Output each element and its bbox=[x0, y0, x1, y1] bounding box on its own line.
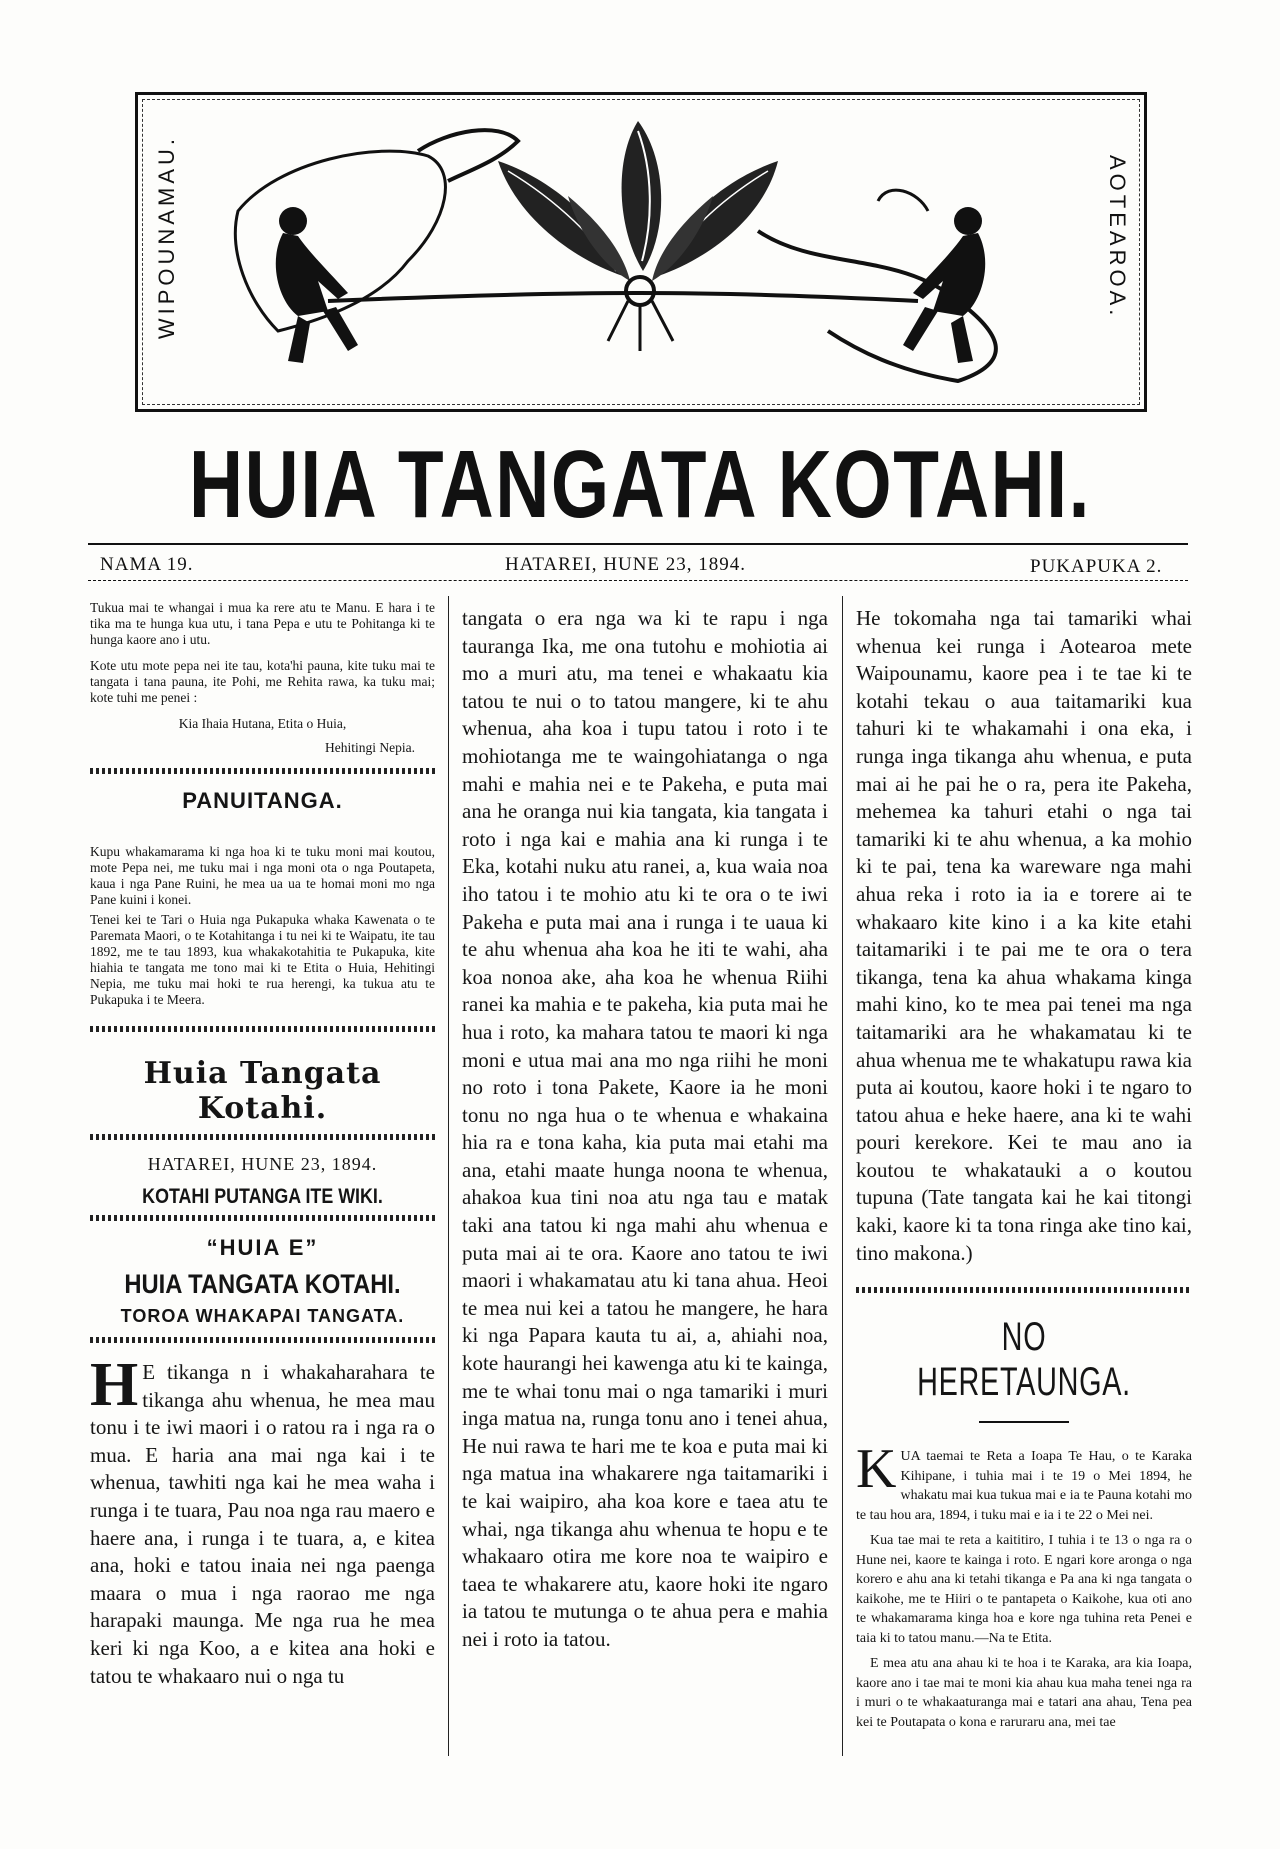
panuitanga-paragraph-2: Tenei kei te Tari o Huia nga Pukapuka whaka Kawenata o te Paremata Maori, o te Kotahitanga i tu nei ki te Waipatu, ite tau 1892, me te tau 1893, kua whakakotahitia te Pukapuka, kite hiahia te tangata me tono mai ki te Etita o Huia, Hehitingi Nepia, me tuku mai hoki te rua herengi, ka tukua atu te Pukapuka i te Meera. bbox=[90, 912, 435, 1007]
masthead-illustration bbox=[198, 101, 1078, 401]
column-1 bbox=[90, 600, 435, 1690]
letter-2: Kua tae mai te reta a kaititiro, I tuhia i te 13 o nga ra o Hune nei, kaore te kainga i roto. E ngari kore aronga o nga korero e ahu ana ki tetahi tikanga e Pa ana ki nga tangata o kaikohe, me te Hiiri o te pantapeta o Kaikohe, kua oti ano te whakamarama kinga hoa e kore nga tuhina reta Penei e taia ki to tatou manu.—Na te Etita. bbox=[856, 1533, 1192, 1646]
weekly-heading: KOTAHI PUTANGA ITE WIKI. bbox=[142, 1185, 383, 1208]
address-line-1: Kia Ihaia Hutana, Etita o Huia, bbox=[178, 716, 347, 731]
column-rule-1 bbox=[448, 596, 449, 1756]
left-figure-icon bbox=[276, 207, 358, 363]
top-rule bbox=[88, 543, 1188, 545]
column-rule-2 bbox=[842, 596, 843, 1756]
huia-feathers-icon bbox=[498, 121, 778, 351]
divider bbox=[90, 1337, 435, 1343]
rope-line bbox=[328, 293, 918, 301]
price-notice: Kote utu mote pepa nei ite tau, kota'hi pauna, kite tuku mai te tangata i tana pauna, ite Pohi, me Rehita rawa, ka tuku mai; kote tuhi me penei : bbox=[90, 658, 435, 705]
huia-tangata-heading: HUIA TANGATA KOTAHI. bbox=[124, 1269, 401, 1299]
divider bbox=[90, 768, 435, 774]
masthead-title: HUIA TANGATA KOTAHI. bbox=[189, 431, 1091, 538]
bottom-rule bbox=[88, 580, 1188, 581]
dropcap: H bbox=[90, 1351, 139, 1419]
editorial-text: E tikanga n i whakaharahara te tikanga ahu whenua, he mea mau tonu i te iwi maori i o ratou ra i nga ra o mua. E haria ana mai nga kai i te whenua, tawhiti nga kai he mea waha i runga i te tuara, Pau noa nga rau maero e haere ana, i runga i te tuara, a, e kitea ana, hoki e tatou inaia nei nga paenga maara o mua i nga raorao me nga harapaki maunga. Me nga rua he mea keri ki nga Koo, a e kitea ana hoki e tatou te whakaaro nui o nga tu bbox=[90, 1360, 435, 1688]
section-heading: NO HERETAUNGA. bbox=[917, 1315, 1131, 1405]
issue-volume: PUKAPUKA 2. bbox=[1030, 556, 1163, 577]
letters-section bbox=[856, 1438, 1192, 1732]
north-island-outline bbox=[758, 231, 996, 381]
toroa-heading: TOROA WHAKAPAI TANGATA. bbox=[120, 1306, 405, 1326]
address-line-2: Hehitingi Nepia. bbox=[325, 740, 415, 755]
column-2 bbox=[462, 605, 828, 1654]
editorial-continued: tangata o era nga wa ki te rapu i nga tauranga Ika, me ona tutohu e mohiotia ai mo a muri atu, ma tenei e whakaatu kia tatou te nui o to tatou mangere, ki te ahu whenua, aha koa i tupu tatou i roto i te mohiotanga me te waingohiatanga o nga mahi e mahia nei e te Pakeha, e puta mai ana he oranga nui kia tangata, kia tangata i roto i nga kai e mahia ana ki runga i te Eka, kotahi nuku atu ranei, a, kua waia noa iho tatou i te mohio atu ki te ora o te iwi Pakeha e puta mai ana i runga i te uaua ki te ahu whenua aha koa he iti te wahi, aha koa nonoa ake, aha koa he whenua Riihi ranei ka mahia e te pakeha, kia puta mai he hua i roto, ka mahara tatou te maori ki nga moni e utua mai ana mo nga riihi he moni no roto i tona Pakete, Kaore ia he moni tonu no nga hua o te whenua e whakaina hia ra e tona kaha, kia puta mai etahi ma ana, etahi maate hunga noona te whenua, ahakoa kua tini noa atu nga tau e matak taki ana tatou ki nga mahi ahu whenua e puta mai ai te ora. Kaore ano tatou te iwi maori i whakamatau atu ki tana ahua. Heoi te mea nui kei a tatou he mangere, he hara ki nga Papara kauta tu ai, a, ahiahi noa, kote haurangi hei kawenga atu ki te kainga, me te whai tonu mai o nga tamariki i muri inga matua na, runga tonu ano i tenei ahua, He nui rawa te hari me te koa e puta mai ki nga matua ina whakarere nga taitamariki i te kai waipiro, aha koa kore e taea atu te whai, nga tikanga ahu whenua te hopu e te whakaaro otira me kore noa te waipiro e taea te whakarere atu, kaore hoki ite ngaro ia tatou te mutunga o te ahua pera e mahia nei i roto ia tatou. bbox=[462, 606, 828, 1651]
column-3 bbox=[856, 605, 1192, 1732]
editorial-end: He tokomaha nga tai tamariki whai whenua kei runga i Aotearoa mete Waipounamu, kaore pea i te tae ki te kotahi tekau o aua taitamariki kua tahuri ki te whakamahi i ona eka, i runga inga tikanga ahu whenua, e puta mai ai he pai he o ra, pera ite Pakeha, mehemea ka tahuri etahi o nga tai tamariki ki te ahu whenua, a ka mohio ki te pai, tena ka warewarе nga mahi ahua reka i roto ia ia e torere ai te whakaaro kite kino i a ka kite etahi taitamariki i te pai me te ora o tera tikanga, tena ka ahua whakama kinga mahi kino, ko te mea pai tenei ma nga taitamariki ara he whakamatau ki te ahua whenua me te whakatupu rawa kia puta ai koutou, kaore hoki i te ngaro to tatou ahua e heke haere, ana ki te wahi pouri kerekore. Kei te mau ano ia koutou te whakatauki a o koutou tupuna (Tate tangata kai he kai titongi kaki, kaore ki ta tona ringa ake tino kai, tino makona.) bbox=[856, 606, 1192, 1265]
editorial-article bbox=[90, 1351, 435, 1690]
issue-date: HATAREI, HUNE 23, 1894. bbox=[505, 554, 747, 575]
divider bbox=[90, 1026, 435, 1032]
panuitanga-heading: PANUITANGA. bbox=[182, 788, 343, 813]
huia-e-heading: “HUIA E” bbox=[206, 1235, 319, 1260]
section-ornament bbox=[979, 1421, 1069, 1423]
divider bbox=[90, 1134, 435, 1140]
divider bbox=[856, 1287, 1192, 1293]
issue-number: NAMA 19. bbox=[100, 554, 194, 575]
subscription-notice: Tukua mai te whangai i mua ka rere atu te Manu. E hara i te tika ma te hunga kua utu, i tana Pepa e utu te Pohitanga ki te hunga kaore ano i utu. bbox=[90, 600, 435, 647]
island-shore-detail bbox=[418, 130, 518, 181]
editorial-date: HATAREI, HUNE 23, 1894. bbox=[147, 1154, 378, 1174]
letter-3: E mea atu ana ahau ki te hoa i te Karaka, ara kia Ioapa, kaore ano i tae mai te moni kia ahau kua maha tenei nga ra i muri o te whakaaturanga mai e tatari ana ahau, Tena pea kei te Poutapata o kona e raruraru ana, mei tae bbox=[856, 1656, 1192, 1730]
dropcap: K bbox=[856, 1438, 897, 1501]
panuitanga-paragraph-1: Kupu whakamarama ki nga hoa ki te tuku moni mai koutou, mote Pepa nei, me tuku mai i nga moni ota o nga Poutapeta, kaua i nga Pane Ruini, he mea ua ua te homai moni mo nga Pane kuini i konei. bbox=[90, 844, 435, 907]
masthead-frame bbox=[135, 92, 1147, 412]
gothic-title: Huia Tangata Kotahi. bbox=[143, 1056, 382, 1126]
divider bbox=[90, 1215, 435, 1221]
masthead-left-label: WIPOUNAMAU. bbox=[154, 135, 179, 340]
south-island-outline bbox=[235, 151, 445, 331]
right-figure-icon bbox=[903, 207, 985, 363]
letter-1: UA taemai te Reta a Ioapa Te Hau, o te Karaka Kihipane, i tuhia mai i te 19 o Mei 1894, he whakatu mai kua tukua mai e ia te Pauna kotahi mo te tau hou ara, 1894, i tuku mai e ia i te 22 o Mei nei. bbox=[856, 1449, 1192, 1523]
masthead-right-label: AOTEAROA. bbox=[1105, 155, 1130, 320]
